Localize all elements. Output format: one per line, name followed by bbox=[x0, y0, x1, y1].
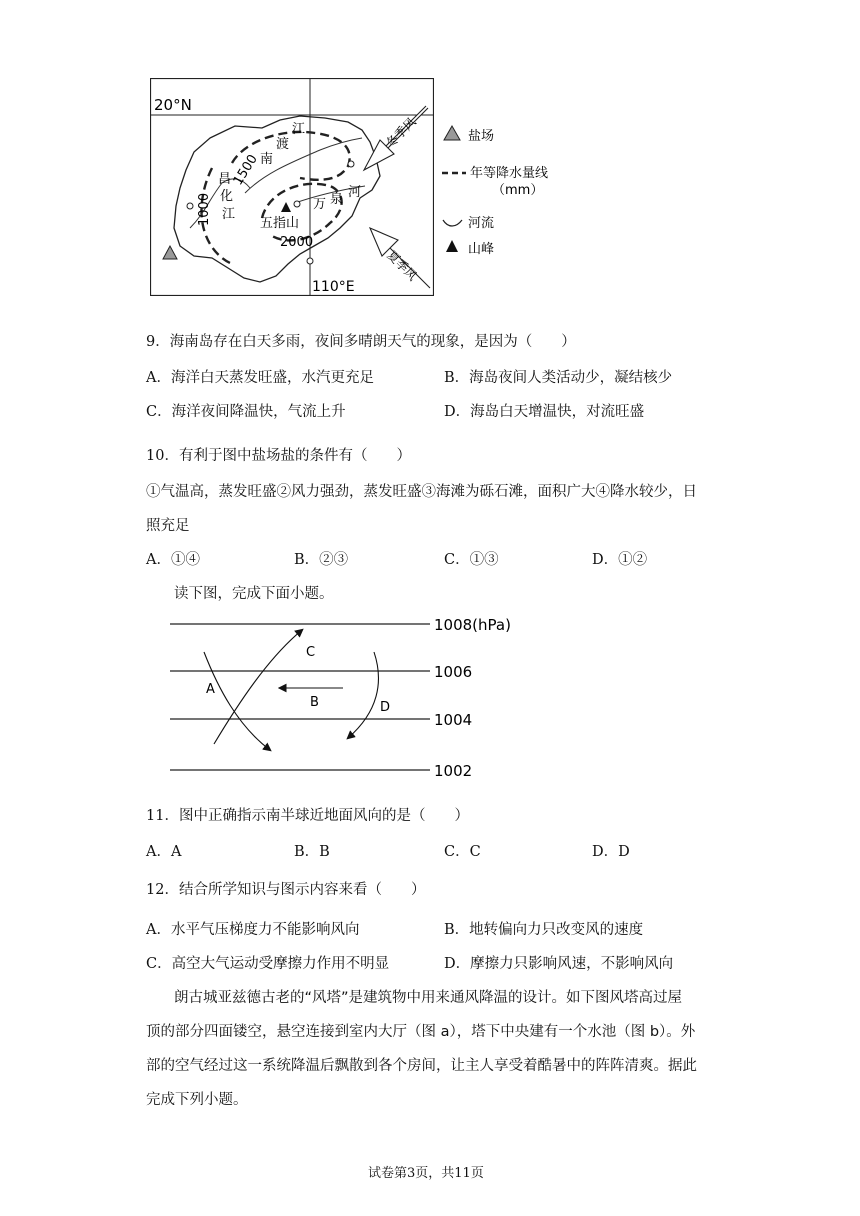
longitude-label: 110°E bbox=[312, 279, 355, 295]
isobar-label-1002: 1002 bbox=[434, 762, 473, 780]
wind-arrow-a bbox=[204, 652, 270, 750]
river-wanquan-char: 万 bbox=[313, 197, 327, 212]
isobar-label-1004: 1004 bbox=[434, 711, 473, 729]
winter-monsoon-label: 冬季风 bbox=[383, 114, 419, 151]
legend-isohyet-label: 年等降水量线 bbox=[470, 166, 549, 181]
q9-option-b[interactable]: B．海岛夜间人类活动少，凝结核少 bbox=[444, 370, 673, 386]
question-10-stem: 10．有利于图中盐场盐的条件有（ ） bbox=[146, 448, 411, 464]
summer-monsoon-arrow bbox=[370, 228, 430, 288]
q12-option-a[interactable]: A．水平气压梯度力不能影响风向 bbox=[146, 922, 360, 938]
wind-arrow-d bbox=[348, 652, 378, 738]
river-nandu-char: 渡 bbox=[276, 137, 290, 152]
question-12-stem: 12．结合所学知识与图示内容来看（ ） bbox=[146, 882, 426, 898]
q10-option-b[interactable]: B．②③ bbox=[294, 552, 349, 568]
isohyet-label-2000: 2000 bbox=[280, 235, 314, 250]
q11-option-c[interactable]: C．C bbox=[444, 844, 481, 860]
salt-field-icon bbox=[163, 246, 177, 259]
question-9-stem: 9．海南岛存在白天多雨，夜间多晴朗天气的现象，是因为（ ） bbox=[146, 334, 576, 350]
river-changhua-char: 昌 bbox=[218, 172, 232, 187]
wind-arrow-b-label: B bbox=[310, 695, 319, 710]
page-footer: 试卷第3页，共11页 bbox=[368, 1166, 484, 1181]
legend-river-label: 河流 bbox=[468, 216, 495, 231]
isobar-diagram bbox=[168, 608, 528, 780]
isohyet-label-1000: 1000 bbox=[197, 192, 212, 226]
town-marker bbox=[187, 203, 193, 209]
river-nandu-char: 江 bbox=[292, 122, 306, 137]
legend-isohyet-unit: （mm） bbox=[492, 183, 544, 198]
q9-option-d[interactable]: D．海岛白天增温快，对流旺盛 bbox=[444, 404, 645, 420]
passage-line-2: 顶的部分四面镂空，悬空连接到室内大厅（图 a），塔下中央建有一个水池（图 b）。外 bbox=[146, 1024, 696, 1040]
q11-option-b[interactable]: B．B bbox=[294, 844, 330, 860]
peak-name: 五指山 bbox=[260, 216, 300, 231]
q10-option-c[interactable]: C．①③ bbox=[444, 552, 499, 568]
passage-line-4: 完成下列小题。 bbox=[146, 1092, 248, 1108]
q11-option-d[interactable]: D．D bbox=[592, 844, 630, 860]
river-wanquan-char: 泉 bbox=[330, 192, 344, 207]
isobar-label-1008: 1008(hPa) bbox=[434, 616, 511, 634]
q10-option-a[interactable]: A．①④ bbox=[146, 552, 200, 568]
wind-arrow-c-label: C bbox=[306, 645, 316, 660]
peak-icon bbox=[281, 202, 291, 212]
isohyet-label-1500: 1500 bbox=[230, 152, 261, 189]
legend-peak-label: 山峰 bbox=[468, 242, 495, 257]
isobar-label-1006: 1006 bbox=[434, 663, 473, 681]
passage-line-3: 部的空气经过这一系统降温后飘散到各个房间，让主人享受着酷暑中的阵阵清爽。据此 bbox=[146, 1058, 697, 1074]
legend-salt-label: 盐场 bbox=[468, 129, 495, 144]
q12-option-b[interactable]: B．地转偏向力只改变风的速度 bbox=[444, 922, 644, 938]
legend-salt-icon bbox=[444, 126, 460, 140]
town-marker bbox=[348, 161, 354, 167]
latitude-label: 20°N bbox=[154, 96, 192, 114]
q12-option-d[interactable]: D．摩擦力只影响风速，不影响风向 bbox=[444, 956, 674, 972]
question-10-conditions-cont: 照充足 bbox=[146, 518, 190, 534]
q10-option-d[interactable]: D．①② bbox=[592, 552, 648, 568]
town-marker bbox=[307, 258, 313, 264]
map-legend bbox=[440, 120, 590, 260]
wind-arrow-c bbox=[214, 630, 302, 744]
q9-option-a[interactable]: A．海洋白天蒸发旺盛，水汽更充足 bbox=[146, 370, 374, 386]
legend-river-icon bbox=[443, 220, 462, 226]
q11-option-a[interactable]: A．A bbox=[146, 844, 182, 860]
passage-line-1: 朗古城亚兹德古老的“风塔”是建筑物中用来通风降温的设计。如下图风塔高过屋 bbox=[174, 990, 683, 1006]
river-wanquan-char: 河 bbox=[348, 185, 362, 200]
summer-monsoon-label: 夏季风 bbox=[384, 247, 420, 284]
river-nandu-char: 南 bbox=[260, 152, 274, 167]
winter-monsoon-arrow bbox=[364, 106, 428, 170]
legend-peak-icon bbox=[446, 240, 458, 252]
question-10-conditions: ①气温高，蒸发旺盛②风力强劲，蒸发旺盛③海滩为砾石滩，面积广大④降水较少，日 bbox=[146, 484, 697, 500]
q9-option-c[interactable]: C．海洋夜间降温快，气流上升 bbox=[146, 404, 346, 420]
wind-arrow-d-label: D bbox=[380, 700, 391, 715]
figure-intro: 读下图，完成下面小题。 bbox=[174, 586, 334, 602]
river-changhua-char: 化 bbox=[220, 189, 234, 204]
hainan-map-figure bbox=[150, 78, 434, 296]
wind-arrow-a-label: A bbox=[206, 682, 215, 697]
question-11-stem: 11．图中正确指示南半球近地面风向的是（ ） bbox=[146, 808, 469, 824]
q12-option-c[interactable]: C．高空大气运动受摩擦力作用不明显 bbox=[146, 956, 390, 972]
town-marker bbox=[294, 201, 300, 207]
river-changhua-char: 江 bbox=[222, 207, 236, 222]
